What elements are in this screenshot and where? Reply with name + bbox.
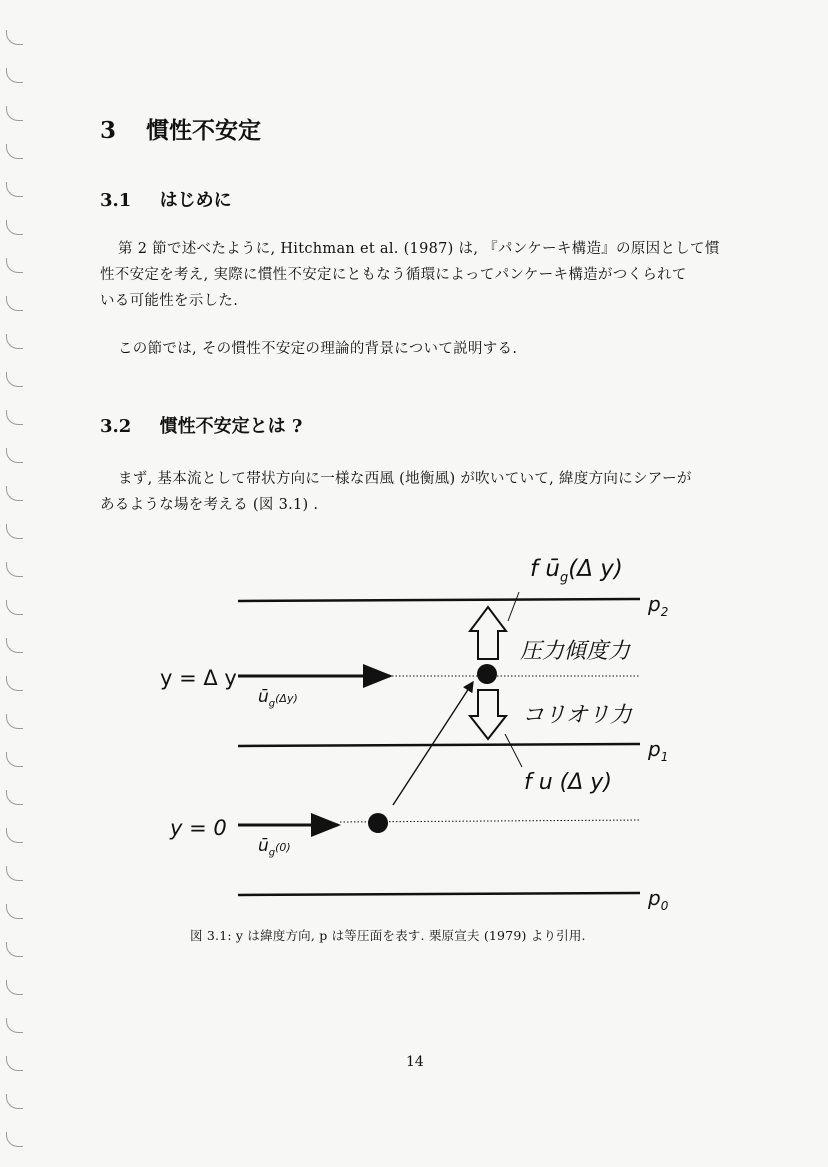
label-p0-main: p (648, 886, 661, 910)
label-p2-main: p (648, 592, 661, 616)
label-f-ug (530, 556, 623, 586)
page-number: 14 (406, 1054, 424, 1070)
paragraph-line: この節では, その慣性不安定の理論的背景について説明する. (118, 341, 518, 357)
label-p2-sub: 2 (660, 605, 669, 619)
pressure-force-arrow (470, 607, 506, 659)
paragraph-line: 性不安定を考え, 実際に慣性不安定にともなう循環によってパンケーキ構造がつくられて (100, 267, 687, 283)
parcel-zero (368, 813, 388, 833)
label-f-ug-arg: (Δ y) (568, 556, 623, 582)
label-p1-sub: 1 (660, 750, 669, 764)
coriolis-force-arrow (470, 690, 506, 739)
label-ug-zero-sub: g (268, 847, 276, 859)
figure-caption: 図 3.1: y は緯度方向, p は等圧面を表す. 栗原宣夫 (1979) より引用. (190, 928, 586, 943)
pressure-line-p0 (238, 893, 640, 895)
label-ug-zero (258, 836, 291, 858)
label-fu: f u (Δ y) (524, 770, 612, 795)
label-ug-delta-arg: (Δy) (275, 692, 298, 705)
label-coriolis-force: コリオリ力 (522, 703, 632, 728)
label-ug-delta (258, 687, 298, 709)
label-f-ug-main: f ū (530, 556, 560, 582)
label-f-ug-sub: g (560, 570, 569, 586)
subsection-1-number: 3.1 (100, 190, 132, 211)
paragraph-line: いる可能性を示した. (100, 293, 239, 309)
leader-fu (505, 734, 522, 767)
pressure-line-p1 (238, 744, 640, 746)
label-p0-sub: 0 (660, 899, 669, 913)
label-ug-zero-main: ū (258, 836, 269, 856)
label-ug-zero-arg: (0) (275, 841, 291, 854)
label-p2 (648, 592, 668, 619)
label-ug-delta-sub: g (268, 698, 276, 710)
paragraph-line: あるような場を考える (図 3.1) . (100, 497, 319, 513)
label-pressure-force: 圧力傾度力 (520, 639, 631, 664)
paragraph-line: まず, 基本流として帯状方向に一様な西風 (地衡風) が吹いていて, 緯度方向にシアーが (118, 471, 692, 487)
section-title: 慣性不安定 (146, 117, 262, 144)
displacement-arrow (393, 682, 473, 805)
pressure-line-p2 (238, 599, 640, 601)
subsection-2-title: 慣性不安定とは ? (159, 416, 303, 437)
label-y-zero: y = 0 (170, 816, 227, 840)
label-p1-main: p (648, 737, 661, 761)
subsection-2-number: 3.2 (100, 416, 132, 437)
label-ug-delta-main: ū (258, 687, 269, 707)
paragraph-line: 第 2 節で述べたように, Hitchman et al. (1987) は, 『パンケーキ構造』の原因として慣 (118, 241, 720, 257)
leader-f-ug (508, 592, 519, 621)
label-y-delta: y = Δ y (160, 666, 237, 690)
parcel-delta (477, 664, 497, 684)
label-p1 (648, 737, 668, 764)
label-p0 (648, 886, 668, 913)
subsection-1-title: はじめに (159, 190, 232, 211)
section-number: 3 (100, 117, 117, 144)
